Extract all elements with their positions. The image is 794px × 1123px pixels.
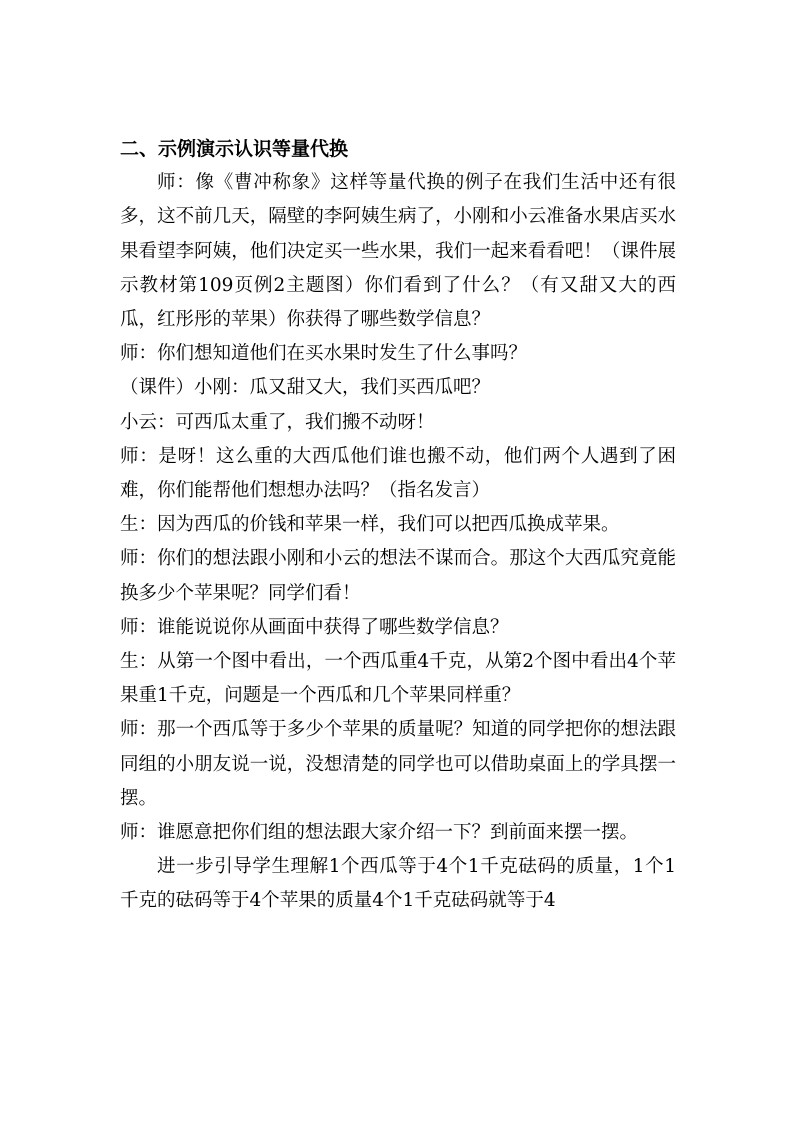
paragraph-xiaogang: （课件）小刚：瓜又甜又大，我们买西瓜吧？ xyxy=(120,377,491,399)
paragraph-teacher-intro: 师：像《曹冲称象》这样等量代换的例子在我们生活中还有很多，这不前几天，隔壁的李阿姨生病了，小刚和小云准备水果店买水果看望李阿姨，他们决定买一些水果，我们一起来看看吧！（课件展示教材第109页例2主题图）你们看到了什么？（有又甜又大的西瓜，红彤彤的苹果）你获得了哪些数学信息？ xyxy=(120,172,676,331)
paragraph-guide: 进一步引导学生理解1个西瓜等于4个1千克砝码的质量，1个1千克的砝码等于4个苹果的质量4个1千克砝码就等于4 xyxy=(120,856,676,912)
paragraph-student-info: 生：从第一个图中看出，一个西瓜重4千克，从第2个图中看出4个苹果重1千克，问题是一个西瓜和几个苹果同样重？ xyxy=(120,651,676,707)
paragraph-teacher-difficulty: 师：是呀！这么重的大西瓜他们谁也搬不动，他们两个人遇到了困难，你们能帮他们想想办法吗？（指名发言） xyxy=(120,445,676,502)
paragraph-teacher-present: 师：谁愿意把你们组的想法跟大家介绍一下？到前面来摆一摆。 xyxy=(120,822,639,844)
paragraph-teacher-info: 师：谁能说说你从画面中获得了哪些数学信息？ xyxy=(120,616,509,638)
paragraph-teacher-agree: 师：你们的想法跟小刚和小云的想法不谋而合。那这个大西瓜究竟能换多少个苹果呢？同学们看！ xyxy=(120,548,676,604)
paragraph-xiaoyun: 小云：可西瓜太重了，我们搬不动呀！ xyxy=(120,411,435,433)
paragraph-teacher-discuss: 师：那一个西瓜等于多少个苹果的质量呢？知道的同学把你的想法跟同组的小朋友说一说，没想清楚的同学也可以借助桌面上的学具摆一摆。 xyxy=(120,719,676,809)
paragraph-teacher-question: 师：你们想知道他们在买水果时发生了什么事吗？ xyxy=(120,343,528,365)
document-body xyxy=(120,132,676,919)
paragraph-student-answer: 生：因为西瓜的价钱和苹果一样，我们可以把西瓜换成苹果。 xyxy=(120,514,620,536)
section-heading: 二、示例演示认识等量代换 xyxy=(120,138,349,160)
